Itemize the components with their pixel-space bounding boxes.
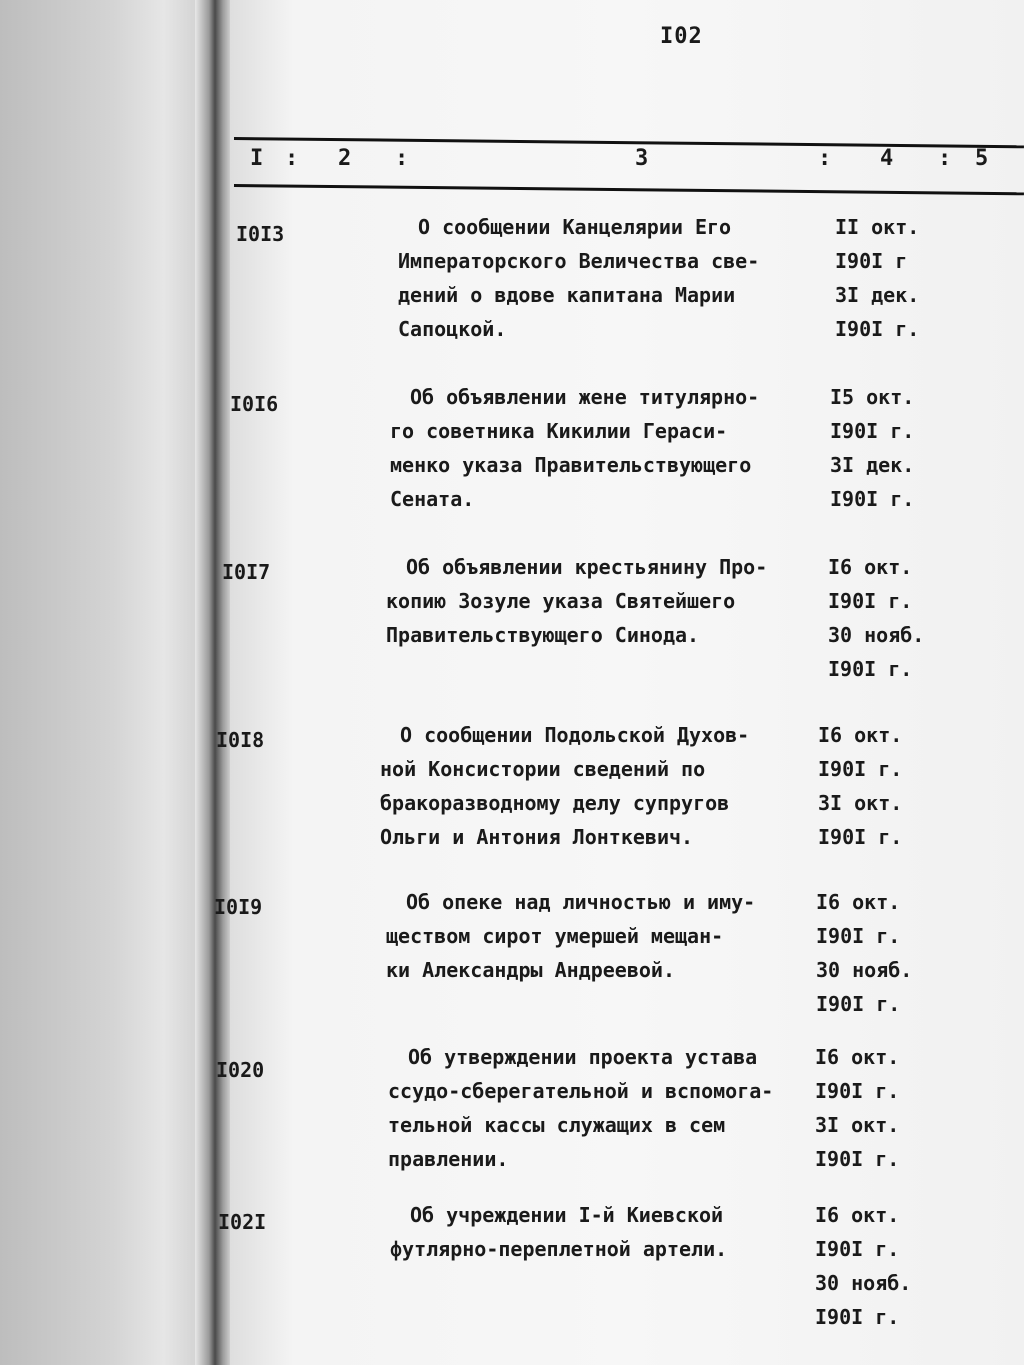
entry-number: I0I9 bbox=[214, 895, 263, 919]
entry-description bbox=[390, 380, 800, 516]
date-line: 30 нояб. bbox=[828, 623, 925, 647]
entry-number: I0I7 bbox=[222, 560, 271, 584]
description-line: ществом сирот умершей мещан- bbox=[386, 924, 724, 948]
description-line: Об учреждении I-й Киевской bbox=[410, 1203, 724, 1227]
date-line: I90I г. bbox=[830, 487, 915, 511]
date-line: I90I г. bbox=[816, 924, 901, 948]
date-line: 3I дек. bbox=[835, 283, 920, 307]
entry-number: I020 bbox=[216, 1058, 265, 1082]
date-line: I90I г. bbox=[815, 1305, 900, 1329]
description-line: бракоразводному делу супругов bbox=[380, 791, 730, 815]
right-page bbox=[214, 0, 1024, 1365]
description-line: копию Зозуле указа Святейшего bbox=[386, 589, 736, 613]
entry-description bbox=[390, 1198, 800, 1266]
column-separator: : bbox=[938, 146, 952, 171]
date-line: I90I г. bbox=[815, 1079, 900, 1103]
column-separator: : bbox=[285, 146, 299, 171]
date-line: I90I г bbox=[835, 249, 908, 273]
entry-description bbox=[388, 1040, 798, 1176]
entry-number: I0I8 bbox=[216, 728, 265, 752]
date-line: I90I г. bbox=[816, 992, 901, 1016]
description-line: футлярно-переплетной артели. bbox=[390, 1237, 728, 1261]
book-gutter bbox=[195, 0, 235, 1365]
column-header-5: 5 bbox=[975, 146, 989, 171]
date-line: I90I г. bbox=[818, 825, 903, 849]
description-line: менко указа Правительствующего bbox=[390, 453, 752, 477]
date-line: I6 окт. bbox=[818, 723, 903, 747]
entry-dates bbox=[815, 1198, 911, 1334]
date-line: 3I окт. bbox=[815, 1113, 900, 1137]
column-header-3: 3 bbox=[635, 146, 649, 171]
entry-dates bbox=[818, 718, 902, 854]
page-number: I02 bbox=[660, 24, 703, 49]
description-line: О сообщении Подольской Духов- bbox=[400, 723, 750, 747]
entry-description bbox=[386, 885, 796, 987]
description-line: ссудо-сберегательной и вспомога- bbox=[388, 1079, 774, 1103]
description-line: Об объявлении жене титулярно- bbox=[410, 385, 760, 409]
date-line: 30 нояб. bbox=[815, 1271, 912, 1295]
entry-number: I02I bbox=[218, 1210, 267, 1234]
date-line: I90I г. bbox=[828, 657, 913, 681]
description-line: ки Александры Андреевой. bbox=[386, 958, 675, 982]
description-line: Об утверждении проекта устава bbox=[408, 1045, 758, 1069]
date-line: I5 окт. bbox=[830, 385, 915, 409]
date-line: I90I г. bbox=[815, 1237, 900, 1261]
column-header-2: 2 bbox=[338, 146, 352, 171]
date-line: I90I г. bbox=[815, 1147, 900, 1171]
date-line: I6 окт. bbox=[828, 555, 913, 579]
entry-dates bbox=[816, 885, 912, 1021]
entry-dates bbox=[828, 550, 924, 686]
entry-number: I0I6 bbox=[230, 392, 279, 416]
column-separator: : bbox=[395, 146, 409, 171]
description-line: Императорского Величества све- bbox=[398, 249, 760, 273]
description-line: Сапоцкой. bbox=[398, 317, 507, 341]
left-page bbox=[0, 0, 205, 1365]
date-line: 3I окт. bbox=[818, 791, 903, 815]
column-header-4: 4 bbox=[880, 146, 894, 171]
entry-dates bbox=[835, 210, 919, 346]
entry-description bbox=[386, 550, 796, 652]
column-header-1: I bbox=[250, 146, 264, 171]
date-line: I90I г. bbox=[828, 589, 913, 613]
description-line: Правительствующего Синода. bbox=[386, 623, 700, 647]
description-line: Об опеке над личностью и иму- bbox=[406, 890, 756, 914]
header-rule-top bbox=[234, 137, 1024, 148]
description-line: го советника Кикилии Гераси- bbox=[390, 419, 728, 443]
header-rule-bottom bbox=[234, 184, 1024, 195]
date-line: II окт. bbox=[835, 215, 920, 239]
column-separator: : bbox=[818, 146, 832, 171]
entry-dates bbox=[830, 380, 914, 516]
description-line: тельной кассы служащих в сем bbox=[388, 1113, 726, 1137]
date-line: I90I г. bbox=[830, 419, 915, 443]
entry-number: I0I3 bbox=[236, 222, 285, 246]
date-line: 30 нояб. bbox=[816, 958, 913, 982]
entry-description bbox=[398, 210, 808, 346]
description-line: Ольги и Антония Лонткевич. bbox=[380, 825, 694, 849]
date-line: I6 окт. bbox=[815, 1045, 900, 1069]
entry-dates bbox=[815, 1040, 899, 1176]
description-line: дений о вдове капитана Марии bbox=[398, 283, 736, 307]
date-line: I6 окт. bbox=[815, 1203, 900, 1227]
date-line: 3I дек. bbox=[830, 453, 915, 477]
description-line: ной Консистории сведений по bbox=[380, 757, 706, 781]
description-line: Сената. bbox=[390, 487, 475, 511]
date-line: I90I г. bbox=[835, 317, 920, 341]
date-line: I6 окт. bbox=[816, 890, 901, 914]
entry-description bbox=[380, 718, 790, 854]
description-line: правлении. bbox=[388, 1147, 509, 1171]
description-line: Об объявлении крестьянину Про- bbox=[406, 555, 768, 579]
date-line: I90I г. bbox=[818, 757, 903, 781]
description-line: О сообщении Канцелярии Его bbox=[418, 215, 732, 239]
